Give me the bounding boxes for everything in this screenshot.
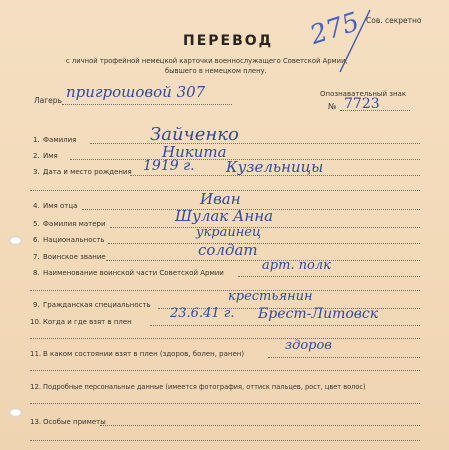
field-6-label: Национальность	[43, 236, 105, 244]
field-10-value: 23.6.41 г.	[170, 306, 235, 321]
camp-label: Лагерь	[34, 96, 62, 105]
field-11-line-2	[30, 370, 420, 371]
field-13-line	[100, 425, 420, 426]
field-3-value-2: Кузельницы	[226, 158, 324, 176]
field-12-line	[30, 403, 420, 404]
field-3-value: 1919 г.	[143, 158, 195, 174]
field-9-label: Гражданская специальность	[43, 301, 151, 309]
field-1-line	[90, 143, 420, 144]
field-13-num: 13.	[30, 418, 42, 426]
field-9-num: 9.	[33, 301, 40, 309]
field-9-value: крестьянин	[228, 289, 313, 304]
field-10-num: 10.	[30, 318, 42, 326]
field-5-label: Фамилия матери	[43, 220, 106, 228]
field-10-line-2	[30, 338, 420, 339]
field-13-line-2	[30, 440, 420, 441]
field-12-label: Подробные персональные данные (имеется фотография, оттиск пальцев, рост, цвет волос)	[43, 383, 366, 391]
document-subtitle-1: с личной трофейной немецкой карточки военнослужащего Советской Армии,	[66, 57, 348, 65]
field-6-num: 6.	[33, 236, 40, 244]
id-mark-value: 7723	[344, 96, 380, 112]
field-2-num: 2.	[33, 152, 40, 160]
field-1-label: Фамилия	[43, 136, 77, 144]
camp-line	[62, 104, 232, 105]
field-5-num: 5.	[33, 220, 40, 228]
field-2-value: Никита	[162, 143, 227, 161]
field-8-num: 8.	[33, 269, 40, 277]
field-5-value: Шулак Анна	[175, 207, 274, 225]
field-11-num: 11.	[30, 350, 42, 358]
field-5-line	[110, 227, 420, 228]
field-8-value: арт. полк	[262, 258, 331, 273]
field-13-label: Особые приметы	[43, 418, 106, 426]
id-mark-label: Опознавательный знак	[320, 90, 407, 98]
field-6-line	[108, 243, 420, 244]
field-7-label: Воинское звание	[43, 253, 106, 261]
field-11-value: здоров	[285, 338, 332, 353]
camp-value: пригрошовой 307	[66, 83, 206, 101]
field-1-value: Зайченко	[150, 124, 239, 145]
stamp-number: 275	[306, 7, 364, 51]
field-12-num: 12.	[30, 383, 42, 391]
field-11-label: В каком состоянии взят в плен (здоров, болен, ранен)	[43, 350, 245, 358]
secrecy-label: Сов. секретно	[366, 16, 422, 25]
punch-hole-bottom	[9, 408, 22, 417]
field-3-num: 3.	[33, 168, 40, 176]
document-subtitle-2: бывшего в немецком плену.	[165, 67, 267, 75]
punch-hole-top	[9, 236, 22, 245]
field-4-value: Иван	[200, 190, 241, 208]
field-11-line	[268, 357, 420, 358]
field-7-value: солдат	[198, 241, 258, 259]
field-1-num: 1.	[33, 136, 40, 144]
field-3-label: Дата и место рождения	[43, 168, 132, 176]
field-8-label: Наименование воинской части Советской Армии	[43, 269, 224, 277]
field-4-label: Имя отца	[43, 202, 78, 210]
field-7-num: 7.	[33, 253, 40, 261]
field-8-line-2	[30, 290, 420, 291]
id-mark-prefix: №	[328, 102, 337, 111]
field-4-num: 4.	[33, 202, 40, 210]
field-6-value: украинец	[196, 225, 262, 240]
field-10-label: Когда и где взят в плен	[43, 318, 132, 326]
field-2-label: Имя	[43, 152, 58, 160]
field-10-line	[150, 325, 420, 326]
field-8-line	[238, 276, 420, 277]
document-title: ПЕРЕВОД	[183, 33, 274, 49]
field-10-value-2: Брест-Литовск	[258, 306, 379, 322]
